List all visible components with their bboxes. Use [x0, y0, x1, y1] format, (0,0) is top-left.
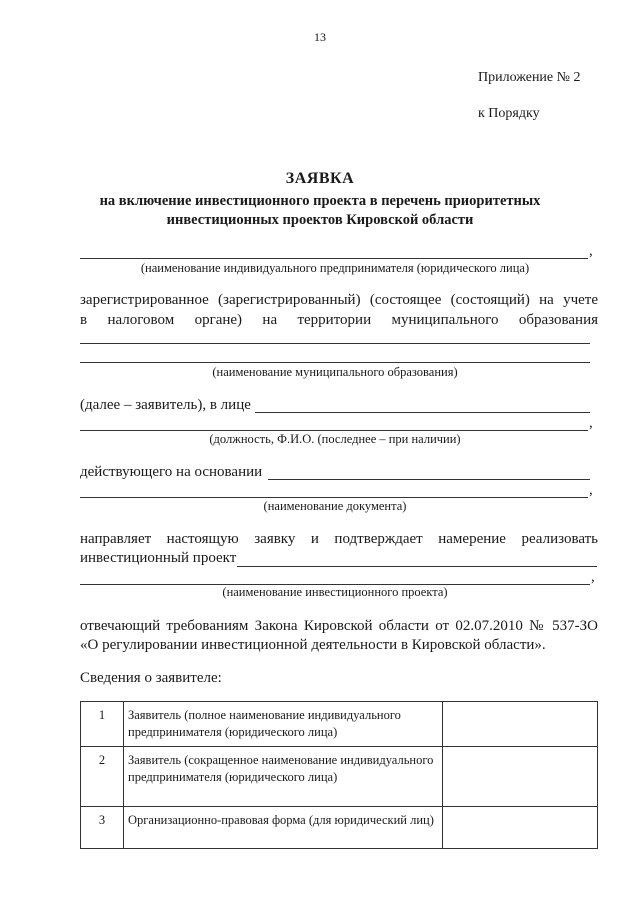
table-row: [81, 747, 598, 807]
law-text-line-2: «О регулировании инвестиционной деятельности в Кировской области».: [80, 637, 546, 653]
applicant-info-table: [80, 701, 598, 849]
representative-field-1[interactable]: [255, 412, 590, 413]
sends-text-line-1: направляет настоящую заявку и подтверждает намерение реализовать: [80, 531, 598, 547]
document-title: ЗАЯВКА: [285, 170, 355, 187]
appendix-reference: к Порядку: [478, 106, 540, 121]
table-row: [81, 702, 598, 747]
law-text-line-1: отвечающий требованиям Закона Кировской области от 02.07.2010 № 537-ЗО: [80, 618, 598, 634]
applicant-info-heading: Сведения о заявителе:: [80, 670, 222, 686]
applicant-name-field[interactable]: [80, 258, 588, 259]
row-value-field[interactable]: [443, 807, 598, 849]
registered-text-line-1: зарегистрированное (зарегистрированный) (состоящее (состоящий) на учете: [80, 292, 598, 308]
row-label: Организационно-правовая форма (для юридический лиц): [124, 807, 443, 849]
document-subtitle-line-1: на включение инвестиционного проекта в перечень приоритетных: [99, 193, 541, 209]
row-value-field[interactable]: [443, 747, 598, 807]
row-label: Заявитель (полное наименование индивидуального предпринимателя (юридического лица): [124, 702, 443, 747]
page-number: 13: [314, 30, 326, 44]
municipality-field-1[interactable]: [80, 343, 590, 344]
document-subtitle-line-2: инвестиционных проектов Кировской области: [166, 212, 474, 228]
row-label: Заявитель (сокращенное наименование индивидуального предпринимателя (юридического лица): [124, 747, 443, 807]
representative-field-2[interactable]: [80, 430, 588, 431]
comma: ,: [589, 243, 593, 259]
row-number: 1: [81, 702, 124, 747]
document-caption: (наименование документа): [263, 499, 407, 513]
row-number: 2: [81, 747, 124, 807]
project-caption: (наименование инвестиционного проекта): [222, 585, 448, 599]
registered-text-line-2: в налоговом органе) на территории муниципального образования: [80, 312, 598, 328]
project-name-field-1[interactable]: [237, 566, 597, 567]
basis-document-field-1[interactable]: [268, 479, 590, 480]
applicant-name-caption: (наименование индивидуального предпринимателя (юридического лица): [140, 261, 530, 275]
appendix-number: Приложение № 2: [478, 70, 581, 85]
person-caption: (должность, Ф.И.О. (последнее – при наличии): [209, 432, 461, 446]
comma: ,: [591, 569, 595, 585]
municipality-caption: (наименование муниципального образования): [212, 365, 458, 379]
basis-document-field-2[interactable]: [80, 497, 588, 498]
row-number: 3: [81, 807, 124, 849]
comma: ,: [589, 415, 593, 431]
row-value-field[interactable]: [443, 702, 598, 747]
sends-text-line-2: инвестиционный проект: [80, 550, 237, 566]
municipality-field-2[interactable]: [80, 362, 590, 363]
acting-basis-label: действующего на основании: [80, 464, 263, 480]
represented-by-label: (далее – заявитель), в лице: [80, 397, 251, 413]
comma: ,: [589, 482, 593, 498]
table-row: [81, 807, 598, 849]
